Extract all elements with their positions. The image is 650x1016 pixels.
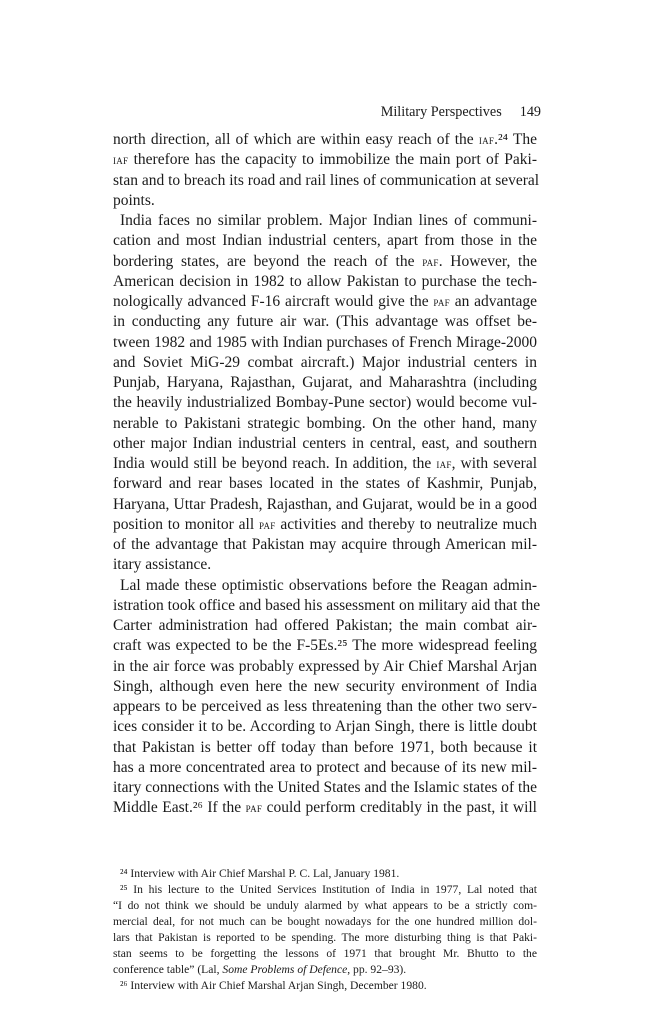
body-line: itary connections with the United States and the Islamic states of the [113, 779, 537, 796]
body-line: of the advantage that Pakistan may acquire through American mil- [113, 536, 537, 553]
footnote-line: “I do not think we should be unduly alarmed by what appears to be a strictly com- [113, 899, 537, 912]
page-number: 149 [519, 104, 541, 120]
body-line: craft was expected to be the F-5Es.²⁵ The more widespread feeling [113, 637, 537, 655]
body-line: Middle East.²⁶ If the paf could perform creditably in the past, it will [113, 799, 537, 817]
body-line: cation and most Indian industrial centers, apart from those in the [113, 232, 537, 250]
body-line: nerable to Pakistani strategic bombing. On the other hand, many [113, 414, 537, 432]
body-line: position to monitor all paf activities and thereby to neutralize much [113, 515, 537, 533]
body-line: north direction, all of which are within easy reach of the iaf.²⁴ The [113, 131, 537, 148]
body-line: istration took office and based his assessment on military aid that the [113, 596, 541, 614]
body-line: stan and to breach its road and rail lines of communication at several [113, 171, 540, 189]
paragraph-start-line: India faces no similar problem. Major Indian lines of communi- [120, 212, 537, 229]
body-line: iaf therefore has the capacity to immobilize the main port of Paki- [113, 151, 537, 169]
body-line: itary assistance. [113, 556, 212, 574]
body-line: American decision in 1982 to allow Pakistan to purchase the tech- [113, 272, 537, 290]
body-line: appears to be perceived as less threatening than the other two serv- [113, 698, 537, 715]
body-line: forward and rear bases located in the states of Kashmir, Punjab, [113, 475, 537, 493]
body-line: Singh, although even here the new security environment of India [113, 677, 537, 695]
paragraph-start-line: Lal made these optimistic observations before the Reagan admin- [120, 576, 537, 594]
footnote-line: conference table” (Lal, Some Problems of Defence, pp. 92–93). [113, 963, 407, 976]
footnote-line: lars that Pakistan is reported to be spending. The more disturbing thing is that Paki- [113, 931, 537, 944]
body-line: Haryana, Uttar Pradesh, Rajasthan, and Gujarat, would be in a good [113, 495, 537, 513]
body-line: ices consider it to be. According to Arjan Singh, there is little doubt [113, 718, 537, 736]
body-line: bordering states, are beyond the reach of the paf. However, the [113, 252, 537, 270]
body-line: that Pakistan is better off today than before 1971, both because it [113, 738, 537, 756]
body-line: India would still be beyond reach. In addition, the iaf, with several [113, 455, 537, 472]
body-text [113, 130, 541, 819]
body-line: other major Indian industrial centers in central, east, and southern [113, 434, 537, 452]
footnote-24: ²⁴ Interview with Air Chief Marshal P. C. Lal, January 1981. [120, 867, 400, 880]
running-head-title: Military Perspectives [380, 104, 502, 120]
body-line: has a more concentrated area to protect and because of its new mil- [113, 758, 537, 776]
footnote-25: ²⁵ In his lecture to the United Services Institution of India in 1977, Lal noted that [120, 883, 537, 896]
body-line: nologically advanced F-16 aircraft would give the paf an advantage [113, 293, 537, 310]
body-line: tween 1982 and 1985 with Indian purchases of French Mirage-2000 [113, 333, 537, 351]
footnote-26: ²⁶ Interview with Air Chief Marshal Arjan Singh, December 1980. [120, 979, 427, 992]
body-line: and Soviet MiG-29 combat aircraft.) Major industrial centers in [113, 353, 537, 371]
body-line: Punjab, Haryana, Rajasthan, Gujarat, and Maharashtra (including [113, 374, 537, 391]
body-line: points. [113, 191, 155, 209]
body-line: in conducting any future air war. (This advantage was offset be- [113, 313, 537, 331]
body-line: the heavily industrialized Bombay-Pune sector) would become vul- [113, 394, 537, 412]
footnote-line: stan seems to be forgetting the lessons of 1971 that brought Mr. Bhutto to the [113, 947, 537, 960]
body-line: in the air force was probably expressed by Air Chief Marshal Arjan [113, 657, 537, 675]
footnotes [113, 866, 537, 994]
footnote-line: mercial deal, for not much can be bought nowadays for the one hundred million dol- [113, 915, 537, 928]
running-head [381, 104, 541, 121]
body-line: Carter administration had offered Pakistan; the main combat air- [113, 617, 537, 634]
